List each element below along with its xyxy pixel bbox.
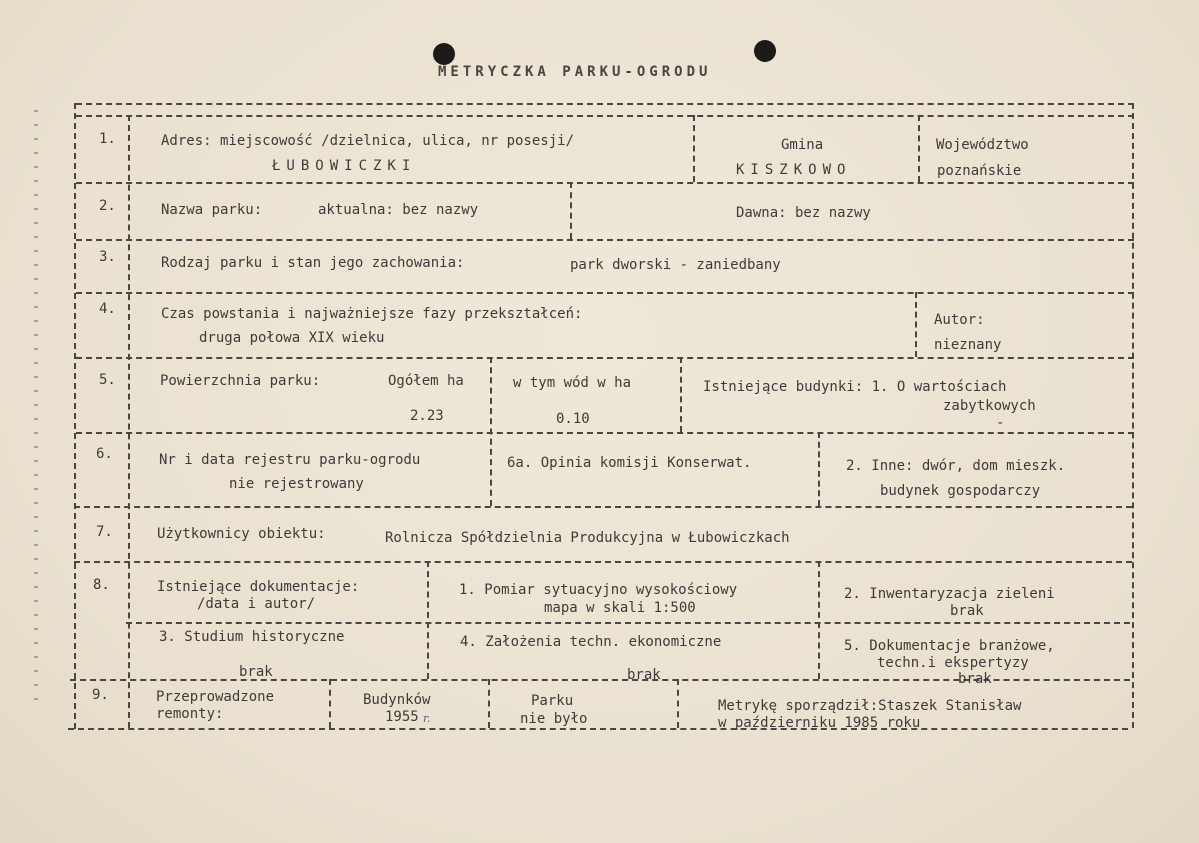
grid-line [74, 103, 76, 729]
row-number: 6. [96, 446, 113, 462]
register-label: Nr i data rejestru parku-ogrodu [159, 452, 421, 468]
prepared-by: Metrykę sporządził:Staszek Stanisław [718, 698, 1022, 714]
docs-label: Istniejące dokumentacje: [157, 579, 360, 595]
row-number: 5. [99, 372, 116, 388]
inventory-label: 2. Inwentaryzacja zieleni [844, 586, 1055, 602]
other-buildings-label: 2. Inne: dwór, dom mieszk. [846, 458, 1066, 474]
area-total-label: Ogółem ha [388, 373, 464, 389]
grid-line [76, 432, 1134, 434]
grid-line [680, 357, 682, 432]
water-area-label: w tym wód w ha [513, 375, 632, 391]
grid-line [693, 115, 695, 182]
grid-line [490, 357, 492, 506]
row-number: 7. [96, 524, 113, 540]
author-value: nieznany [934, 337, 1002, 353]
wojewodztwo-label: Województwo [936, 137, 1029, 153]
survey-value: mapa w skali 1:500 [544, 600, 696, 616]
water-area-value: 0.10 [556, 411, 590, 427]
register-value: nie rejestrowany [229, 476, 364, 492]
grid-line [818, 561, 820, 679]
grid-line [677, 679, 679, 728]
perforation-edge [34, 110, 38, 710]
grid-line [76, 357, 1134, 359]
grid-line [329, 679, 331, 728]
survey-label: 1. Pomiar sytuacyjno wysokościowy [459, 582, 738, 598]
assumptions-label: 4. Założenia techn. ekonomiczne [460, 634, 722, 650]
row-number: 8. [93, 577, 110, 593]
park-name-former: Dawna: bez nazwy [736, 205, 871, 221]
grid-line [915, 292, 917, 357]
park-repair-value: nie było [520, 711, 588, 727]
buildings-label: Istniejące budynki: 1. O wartościach [703, 379, 1007, 395]
row-number: 9. [92, 687, 109, 703]
docs-sub: /data i autor/ [197, 596, 316, 612]
grid-line [76, 115, 1134, 117]
row-number: 4. [99, 301, 116, 317]
repairs-label: Przeprowadzone [156, 689, 275, 705]
industry-label: 5. Dokumentacje branżowe, [844, 638, 1055, 654]
grid-line [918, 115, 920, 182]
grid-line [128, 115, 130, 728]
punch-hole-right [754, 40, 776, 62]
gmina-label: Gmina [781, 137, 824, 153]
wojewodztwo-value: poznańskie [937, 163, 1022, 179]
park-type-label: Rodzaj parku i stan jego zachowania: [161, 255, 465, 271]
row-number: 1. [99, 131, 116, 147]
park-type-value: park dworski - zaniedbany [570, 257, 781, 273]
grid-line [488, 679, 490, 728]
grid-line [427, 561, 429, 679]
grid-line [74, 506, 1132, 508]
address-value: ŁUBOWICZKI [272, 158, 417, 174]
buildings-repair-value: 1955 [385, 709, 419, 725]
buildings-value: - [996, 415, 1005, 431]
industry-line2: techn.i ekspertyzy [877, 655, 1029, 671]
document-title: METRYCZKA PARKU-OGRODU [438, 64, 712, 80]
grid-line [76, 103, 1134, 105]
grid-line [76, 239, 1134, 241]
users-value: Rolnicza Spółdzielnia Produkcyjna w Łubowiczkach [385, 530, 790, 546]
address-label: Adres: miejscowość /dzielnica, ulica, nr posesji/ [161, 133, 575, 149]
row-number: 2. [99, 198, 116, 214]
buildings-repair-label: Budynków [363, 692, 431, 708]
study-value: brak [239, 664, 273, 680]
grid-line [1132, 103, 1134, 728]
opinion-label: 6a. Opinia komisji Konserwat. [507, 455, 752, 471]
grid-line [570, 182, 572, 239]
author-label: Autor: [934, 312, 985, 328]
origin-label: Czas powstania i najważniejsze fazy przekształceń: [161, 306, 583, 322]
origin-value: druga połowa XIX wieku [199, 330, 385, 346]
industry-value: brak [958, 671, 992, 687]
grid-line [76, 292, 1134, 294]
area-label: Powierzchnia parku: [160, 373, 321, 389]
study-label: 3. Studium historyczne [159, 629, 345, 645]
grid-line [818, 432, 820, 506]
other-buildings-line2: budynek gospodarczy [880, 483, 1041, 499]
gmina-value: KISZKOWO [736, 162, 852, 178]
grid-line [76, 182, 1134, 184]
users-label: Użytkownicy obiektu: [157, 526, 326, 542]
park-repair-label: Parku [531, 693, 574, 709]
buildings-repair-handwritten-note: r. [423, 712, 431, 725]
park-name-label: Nazwa parku: [161, 202, 263, 218]
prepared-date: w październiku 1985 roku [718, 715, 921, 731]
area-total-value: 2.23 [410, 408, 444, 424]
inventory-value: brak [950, 603, 984, 619]
park-name-current: aktualna: bez nazwy [318, 202, 479, 218]
repairs-label-line2: remonty: [156, 706, 224, 722]
grid-line [74, 561, 1132, 563]
buildings-label-line2: zabytkowych [943, 398, 1036, 414]
row-number: 3. [99, 249, 116, 265]
punch-hole-left [433, 43, 455, 65]
assumptions-value: brak [627, 667, 661, 683]
grid-line [126, 622, 1130, 624]
grid-line [68, 728, 1128, 730]
